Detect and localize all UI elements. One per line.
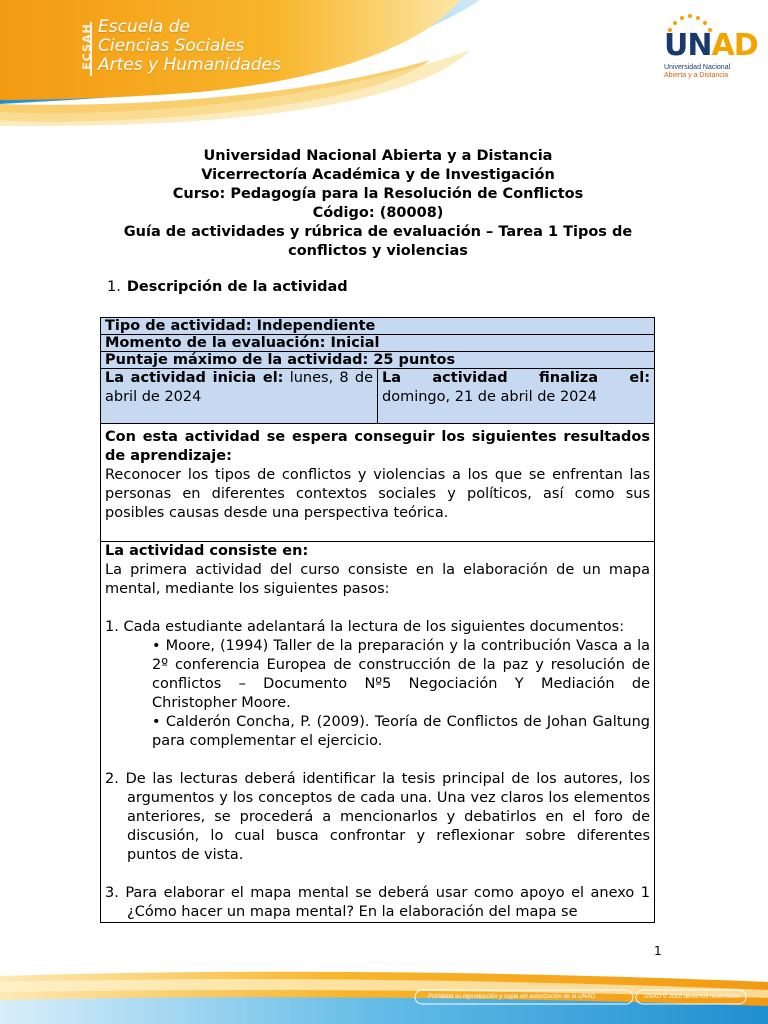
logo-subtitle: Universidad Nacional Abierta y a Distancia [664,64,731,79]
results-text: Reconocer los tipos de conflictos y violencias a los que se enfrentan las personas en diferentes contextos sociales y políticos, así como sus posibles causas desde una perspectiva teórica. [105,467,650,521]
ecsah-label: ECSAH [80,23,94,70]
results-label: Con esta actividad se espera conseguir los siguientes resultados de aprendizaje: [105,429,650,464]
step-1: 1. Cada estudiante adelantará la lectura de los siguientes documentos: [105,619,625,635]
document-title [100,147,656,261]
end-date: La actividad finaliza el: domingo, 21 de abril de 2024 [378,369,655,424]
unad-logo [660,14,758,86]
evaluation-moment: Momento de la evaluación: Inicial [101,335,655,352]
section-number: 1. [107,279,121,295]
bullet-1: • Moore, (1994) Taller de la preparación y la contribución Vasca a la 2º conferencia Europea de construcción de la paz y resolución de conflictos – Documento Nº5 Negociación Y Mediación de Christopher Moore. [152,638,650,711]
title-line: Código: (80008) [312,205,444,221]
title-line: Curso: Pedagogía para la Resolución de Conflictos [172,186,584,202]
school-line: Artes y Humanidades [98,55,281,75]
section-label: Descripción de la actividad [126,279,348,295]
step-2: 2. De las lecturas deberá identificar la tesis principal de los autores, los argumentos y los conceptos de cada una. Una vez claros los elementos anteriores, se procederá a mencionarlos y debatirlos en el foro de discusión, lo cual busca confrontar y reflexionar sobre diferentes puntos de vista. [105,771,650,863]
consists-label: La actividad consiste en: [105,543,309,559]
bullet-2: • Calderón Concha, P. (2009). Teoría de Conflictos de Johan Galtung para complementar el ejercicio. [152,714,650,749]
title-line: Vicerrectoría Académica y de Investigación [201,167,555,183]
consists-intro: La primera actividad del curso consiste en la elaboración de un mapa mental, mediante los siguientes pasos: [105,562,650,597]
start-date: La actividad inicia el: lunes, 8 de abril de 2024 [101,369,378,424]
school-name [98,18,281,75]
title-line: Universidad Nacional Abierta y a Distancia [203,148,553,164]
footer-notice: Prohibida su reproducción y copia sin autorización de la UNAD. [428,994,597,1000]
title-line: Guía de actividades y rúbrica de evaluación – Tarea 1 Tipos de conflictos y violencias [123,224,633,259]
step-3: 3. Para elaborar el mapa mental se deberá usar como apoyo el anexo 1 ¿Cómo hacer un mapa mental? En la elaboración del mapa se [105,885,650,920]
school-line: Ciencias Sociales [98,36,245,56]
logo-wordmark: UNAD [664,28,758,63]
activity-description [101,542,655,923]
max-score: Puntaje máximo de la actividad: 25 puntos [101,352,655,369]
footer-rights: UNAD © 2020 derechos reservados. [644,994,742,1000]
learning-results [101,424,655,542]
activity-table [100,317,655,923]
school-line: Escuela de [98,17,190,37]
section-heading [107,279,348,295]
activity-type: Tipo de actividad: Independiente [101,318,655,335]
page-number: 1 [654,944,662,958]
